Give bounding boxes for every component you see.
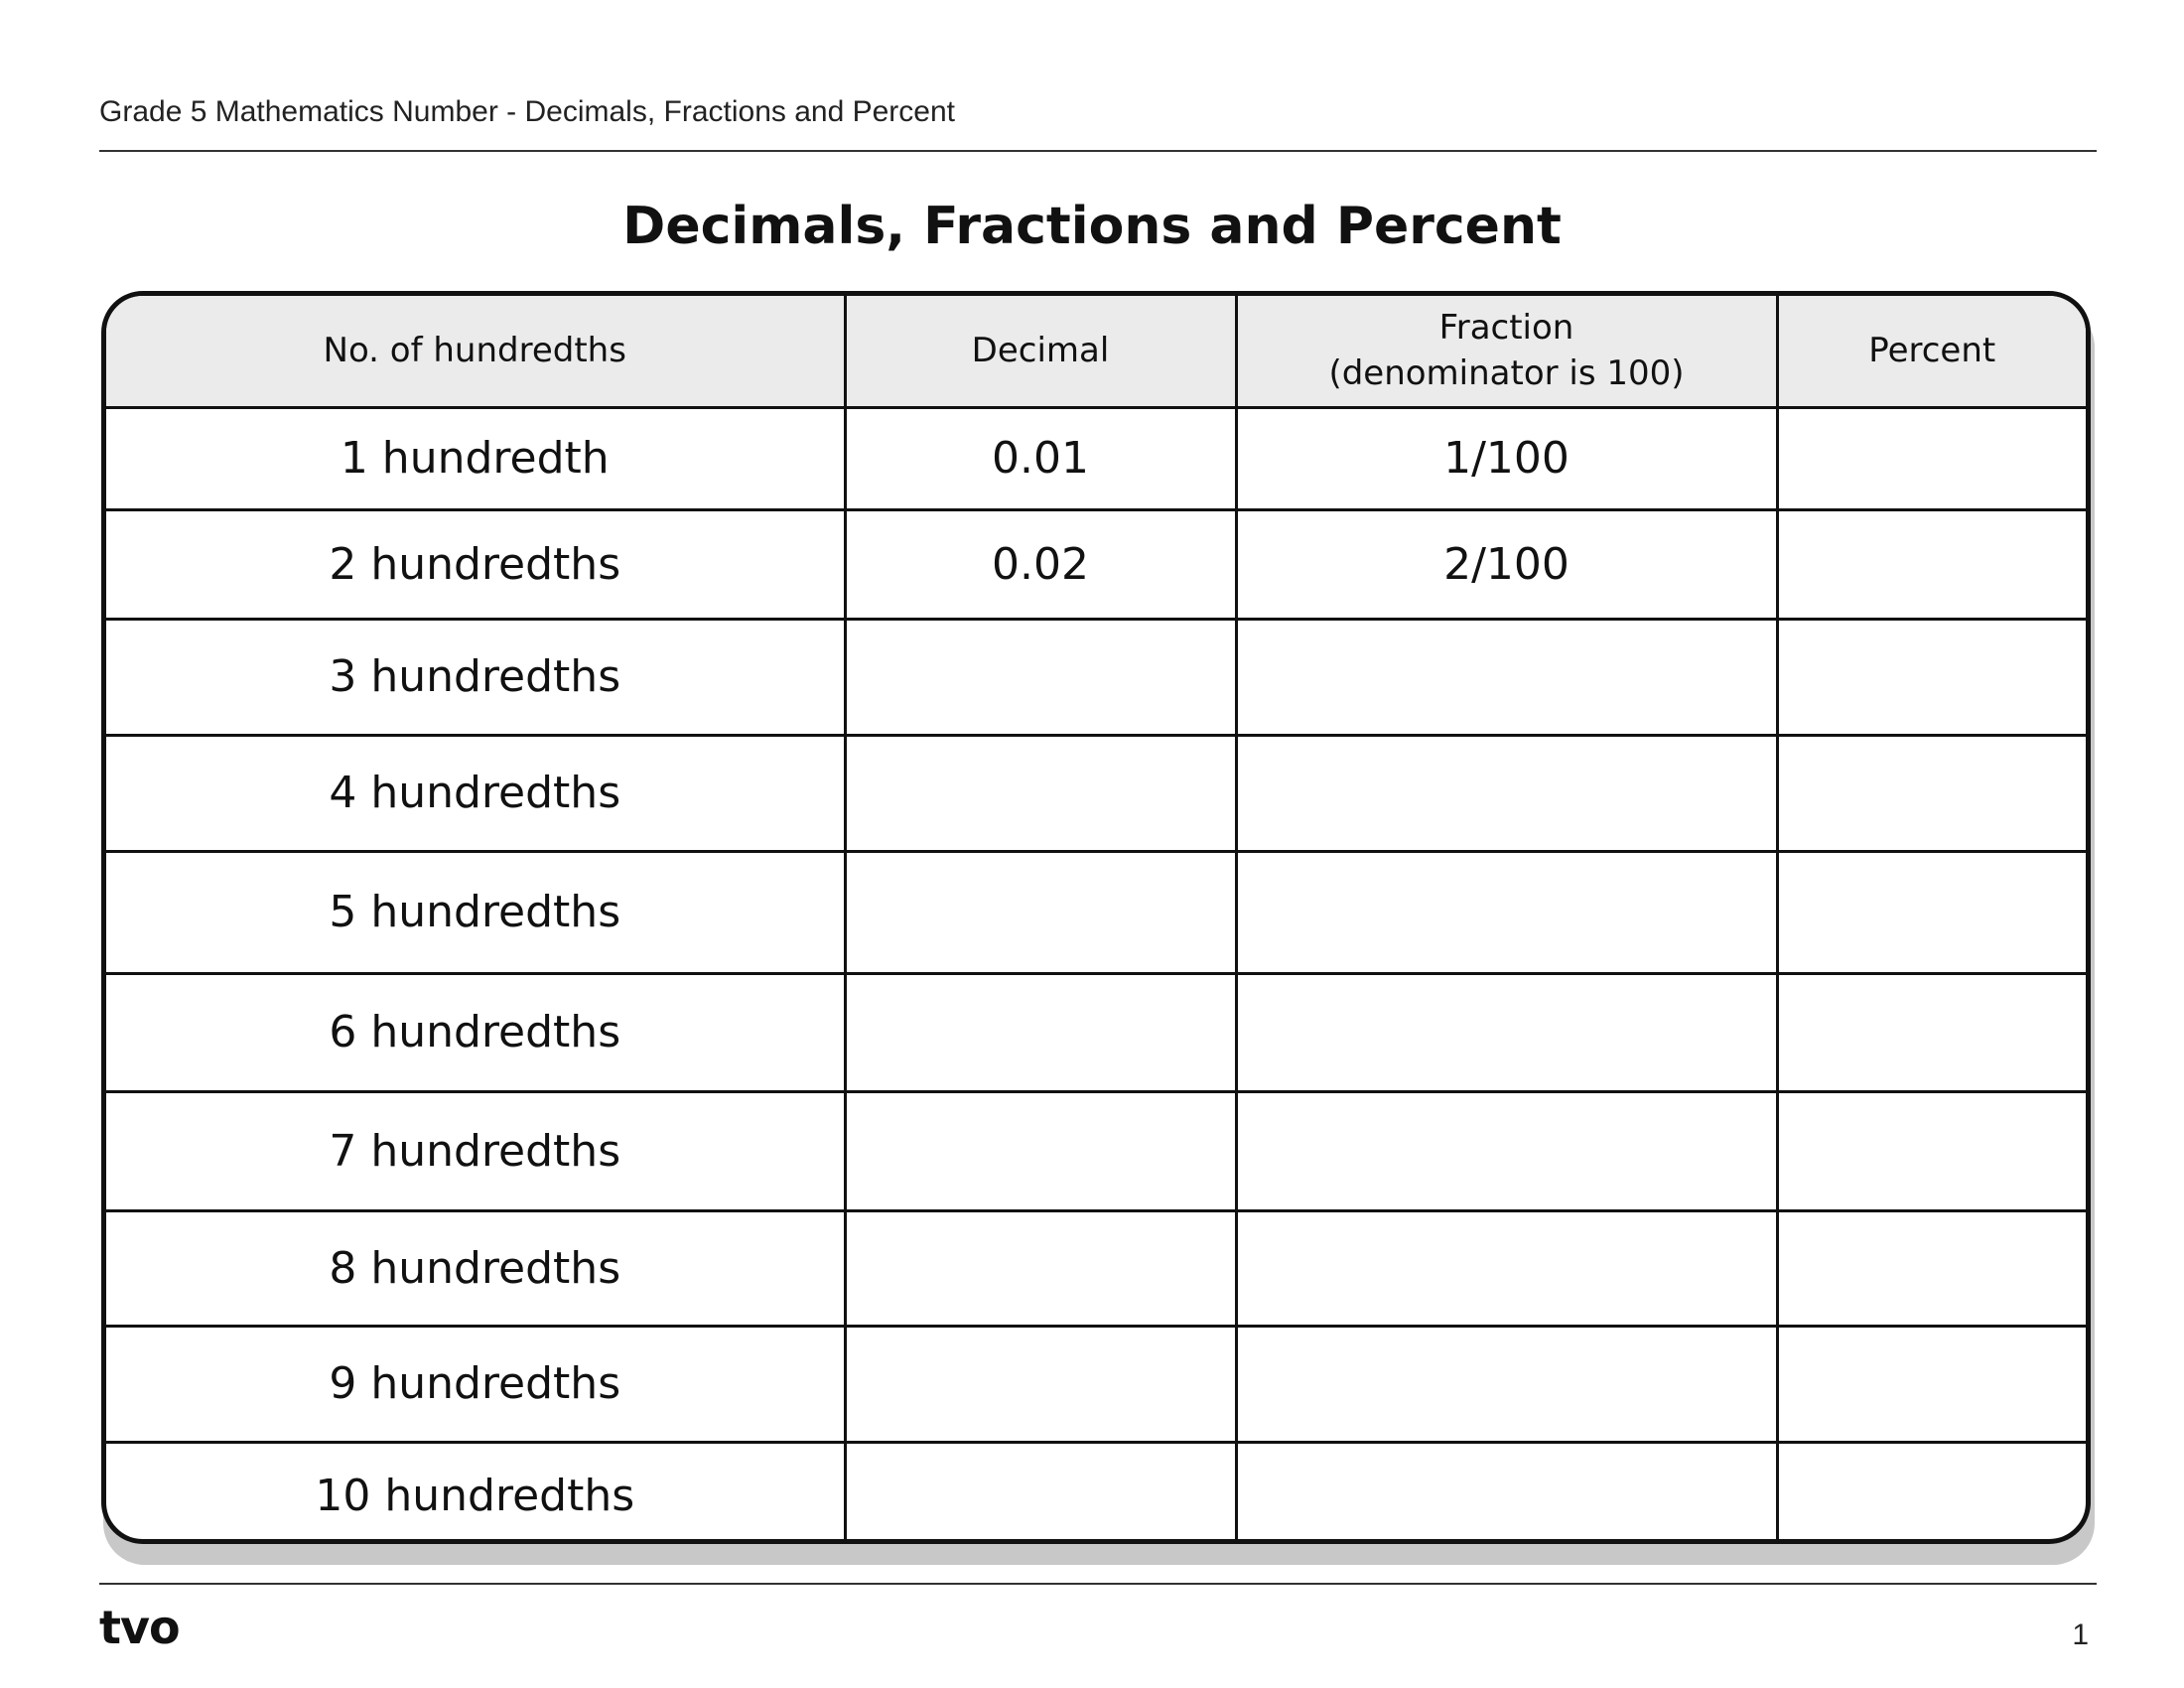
table-row <box>106 735 2086 851</box>
percent-cell[interactable] <box>1777 509 2086 619</box>
decimal-cell[interactable]: 0.02 <box>845 509 1236 619</box>
header-divider <box>99 150 2097 152</box>
fraction-cell[interactable] <box>1236 1326 1777 1442</box>
percent-cell[interactable] <box>1777 619 2086 735</box>
table-row <box>106 619 2086 735</box>
page-title: Decimals, Fractions and Percent <box>622 197 1562 256</box>
hundredths-cell: 9 hundredths <box>106 1326 845 1442</box>
fraction-cell[interactable]: 2/100 <box>1236 509 1777 619</box>
percent-cell[interactable] <box>1777 1210 2086 1326</box>
decimal-cell[interactable] <box>845 619 1236 735</box>
decimal-cell[interactable] <box>845 1442 1236 1544</box>
hundredths-cell: 4 hundredths <box>106 735 845 851</box>
table-row <box>106 1326 2086 1442</box>
column-header-percent <box>1777 296 2086 407</box>
decimal-cell[interactable] <box>845 1091 1236 1210</box>
hundredths-cell: 5 hundredths <box>106 851 845 973</box>
fraction-cell[interactable]: 1/100 <box>1236 407 1777 509</box>
worksheet-table <box>106 296 2086 1544</box>
decimal-cell[interactable] <box>845 973 1236 1091</box>
table-row <box>106 851 2086 973</box>
hundredths-cell: 3 hundredths <box>106 619 845 735</box>
hundredths-cell: 10 hundredths <box>106 1442 845 1544</box>
percent-cell[interactable] <box>1777 973 2086 1091</box>
fraction-cell[interactable] <box>1236 735 1777 851</box>
hundredths-cell: 8 hundredths <box>106 1210 845 1326</box>
column-header-fraction-sublabel: (denominator is 100) <box>1328 353 1685 394</box>
hundredths-cell: 6 hundredths <box>106 973 845 1091</box>
column-header-percent-label: Percent <box>1868 331 1996 371</box>
hundredths-cell: 2 hundredths <box>106 509 845 619</box>
column-header-decimal-label: Decimal <box>971 331 1110 371</box>
column-header-fraction <box>1236 296 1777 407</box>
percent-cell[interactable] <box>1777 1442 2086 1544</box>
tvo-logo: tvo <box>99 1601 180 1654</box>
document-header: Grade 5 Mathematics Number - Decimals, Fractions and Percent <box>99 95 955 128</box>
decimal-cell[interactable]: 0.01 <box>845 407 1236 509</box>
footer-divider <box>99 1583 2097 1585</box>
percent-cell[interactable] <box>1777 735 2086 851</box>
fraction-cell[interactable] <box>1236 619 1777 735</box>
column-header-decimal <box>845 296 1236 407</box>
column-header-hundredths <box>106 296 845 407</box>
fraction-cell[interactable] <box>1236 973 1777 1091</box>
page-number: 1 <box>2072 1618 2089 1651</box>
percent-cell[interactable] <box>1777 407 2086 509</box>
percent-cell[interactable] <box>1777 1091 2086 1210</box>
table-row <box>106 1442 2086 1544</box>
table-row <box>106 1091 2086 1210</box>
table-row <box>106 973 2086 1091</box>
hundredths-cell: 1 hundredth <box>106 407 845 509</box>
percent-cell[interactable] <box>1777 851 2086 973</box>
fraction-cell[interactable] <box>1236 1442 1777 1544</box>
table-row <box>106 407 2086 509</box>
fraction-cell[interactable] <box>1236 1210 1777 1326</box>
decimal-cell[interactable] <box>845 735 1236 851</box>
fraction-cell[interactable] <box>1236 851 1777 973</box>
table-row <box>106 1210 2086 1326</box>
percent-cell[interactable] <box>1777 1326 2086 1442</box>
column-header-hundredths-label: No. of hundredths <box>323 331 626 371</box>
hundredths-cell: 7 hundredths <box>106 1091 845 1210</box>
fraction-cell[interactable] <box>1236 1091 1777 1210</box>
decimal-cell[interactable] <box>845 1210 1236 1326</box>
table-header-row <box>106 296 2086 407</box>
worksheet-table-frame <box>101 291 2091 1544</box>
decimal-cell[interactable] <box>845 1326 1236 1442</box>
table-row <box>106 509 2086 619</box>
decimal-cell[interactable] <box>845 851 1236 973</box>
column-header-fraction-label: Fraction <box>1438 308 1574 349</box>
